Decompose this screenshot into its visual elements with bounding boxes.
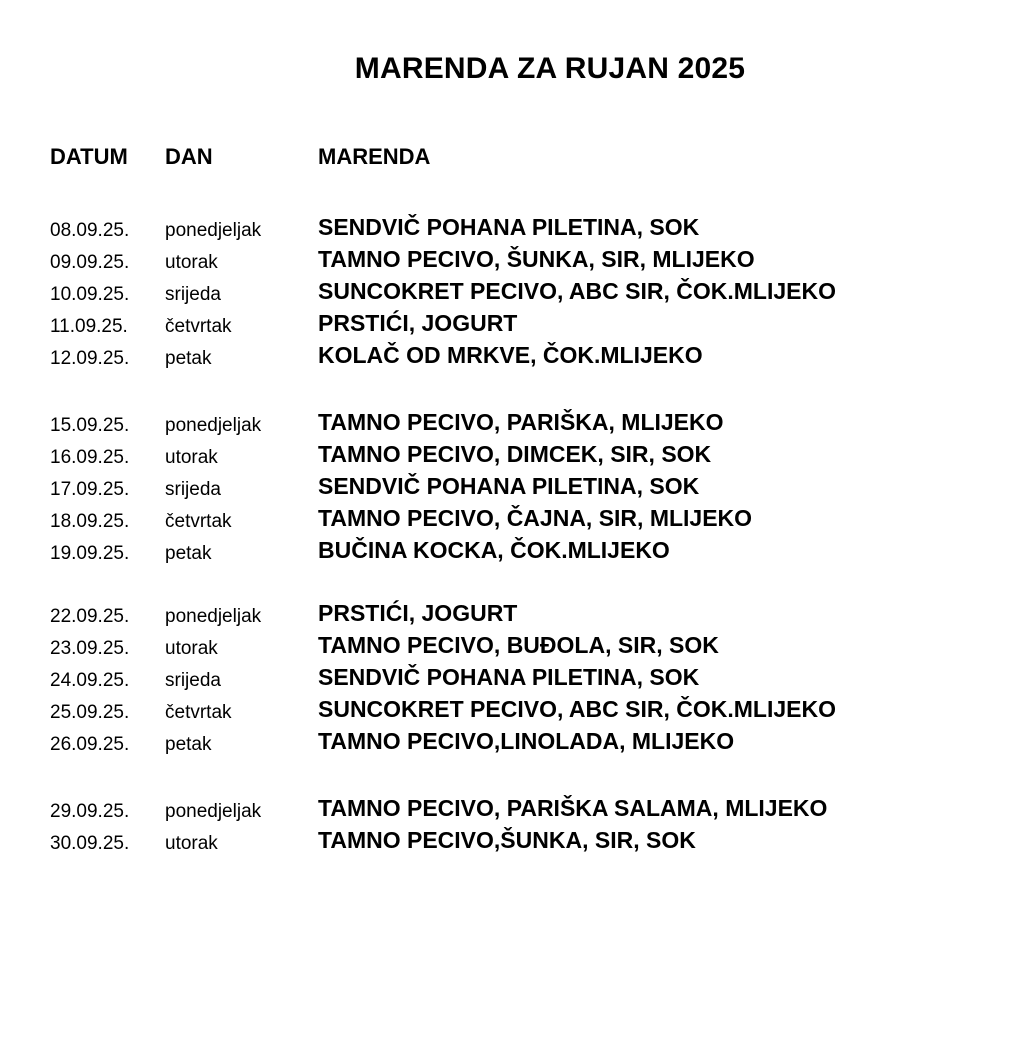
- row-day: utorak: [165, 252, 218, 273]
- table-row: [0, 409, 1021, 441]
- row-meal: BUČINA KOCKA, ČOK.MLIJEKO: [318, 537, 670, 563]
- row-date: 26.09.25.: [50, 734, 130, 755]
- row-meal: TAMNO PECIVO, BUĐOLA, SIR, SOK: [318, 632, 719, 658]
- row-day: srijeda: [165, 284, 221, 305]
- table-row: [0, 795, 1021, 827]
- row-meal: PRSTIĆI, JOGURT: [318, 600, 518, 626]
- row-day: petak: [165, 348, 212, 369]
- row-day: ponedjeljak: [165, 801, 262, 822]
- row-meal: SENDVIČ POHANA PILETINA, SOK: [318, 214, 700, 240]
- row-day: ponedjeljak: [165, 606, 262, 627]
- row-date: 23.09.25.: [50, 638, 130, 659]
- table-row: [0, 246, 1021, 278]
- table-row: [0, 827, 1021, 859]
- column-header-marenda: MARENDA: [318, 144, 431, 169]
- table-row: [0, 310, 1021, 342]
- row-date: 11.09.25.: [50, 316, 128, 337]
- row-day: petak: [165, 734, 212, 755]
- row-day: utorak: [165, 833, 218, 854]
- row-day: utorak: [165, 447, 218, 468]
- table-row: [0, 342, 1021, 374]
- row-day: srijeda: [165, 479, 221, 500]
- column-header-dan: DAN: [165, 144, 213, 169]
- page-title: MARENDA ZA RUJAN 2025: [354, 52, 746, 85]
- row-meal: SUNCOKRET PECIVO, ABC SIR, ČOK.MLIJEKO: [318, 696, 836, 722]
- row-date: 29.09.25.: [50, 801, 130, 822]
- row-date: 22.09.25.: [50, 606, 130, 627]
- row-day: srijeda: [165, 670, 221, 691]
- row-date: 16.09.25.: [50, 447, 130, 468]
- row-date: 18.09.25.: [50, 511, 130, 532]
- row-day: utorak: [165, 638, 218, 659]
- table-row: [0, 505, 1021, 537]
- table-row: [0, 537, 1021, 569]
- table-row: [0, 632, 1021, 664]
- table-row: [0, 473, 1021, 505]
- row-date: 12.09.25.: [50, 348, 130, 369]
- row-date: 24.09.25.: [50, 670, 130, 691]
- row-day: ponedjeljak: [165, 415, 262, 436]
- row-meal: SENDVIČ POHANA PILETINA, SOK: [318, 473, 700, 499]
- row-meal: SUNCOKRET PECIVO, ABC SIR, ČOK.MLIJEKO: [318, 278, 836, 304]
- row-meal: TAMNO PECIVO, PARIŠKA, MLIJEKO: [318, 409, 724, 435]
- row-meal: PRSTIĆI, JOGURT: [318, 310, 518, 336]
- row-meal: TAMNO PECIVO, DIMCEK, SIR, SOK: [318, 441, 712, 467]
- row-meal: TAMNO PECIVO,ŠUNKA, SIR, SOK: [318, 827, 696, 853]
- table-row: [0, 728, 1021, 760]
- row-day: petak: [165, 543, 212, 564]
- table-row: [0, 441, 1021, 473]
- table-row: [0, 664, 1021, 696]
- row-date: 08.09.25.: [50, 220, 130, 241]
- row-meal: TAMNO PECIVO, ČAJNA, SIR, MLIJEKO: [318, 505, 753, 531]
- table-row: [0, 214, 1021, 246]
- column-header-datum: DATUM: [50, 144, 128, 169]
- table-row: [0, 600, 1021, 632]
- row-date: 10.09.25.: [50, 284, 130, 305]
- row-meal: TAMNO PECIVO, PARIŠKA SALAMA, MLIJEKO: [318, 795, 828, 821]
- row-date: 25.09.25.: [50, 702, 130, 723]
- row-day: četvrtak: [165, 316, 232, 337]
- row-date: 30.09.25.: [50, 833, 130, 854]
- row-date: 15.09.25.: [50, 415, 130, 436]
- table-row: [0, 278, 1021, 310]
- row-meal: KOLAČ OD MRKVE, ČOK.MLIJEKO: [318, 342, 703, 368]
- row-day: ponedjeljak: [165, 220, 262, 241]
- row-meal: SENDVIČ POHANA PILETINA, SOK: [318, 664, 700, 690]
- row-meal: TAMNO PECIVO, ŠUNKA, SIR, MLIJEKO: [318, 246, 755, 272]
- row-day: četvrtak: [165, 511, 232, 532]
- row-date: 19.09.25.: [50, 543, 130, 564]
- row-date: 17.09.25.: [50, 479, 130, 500]
- row-meal: TAMNO PECIVO,LINOLADA, MLIJEKO: [318, 728, 735, 754]
- row-day: četvrtak: [165, 702, 232, 723]
- row-date: 09.09.25.: [50, 252, 130, 273]
- table-row: [0, 696, 1021, 728]
